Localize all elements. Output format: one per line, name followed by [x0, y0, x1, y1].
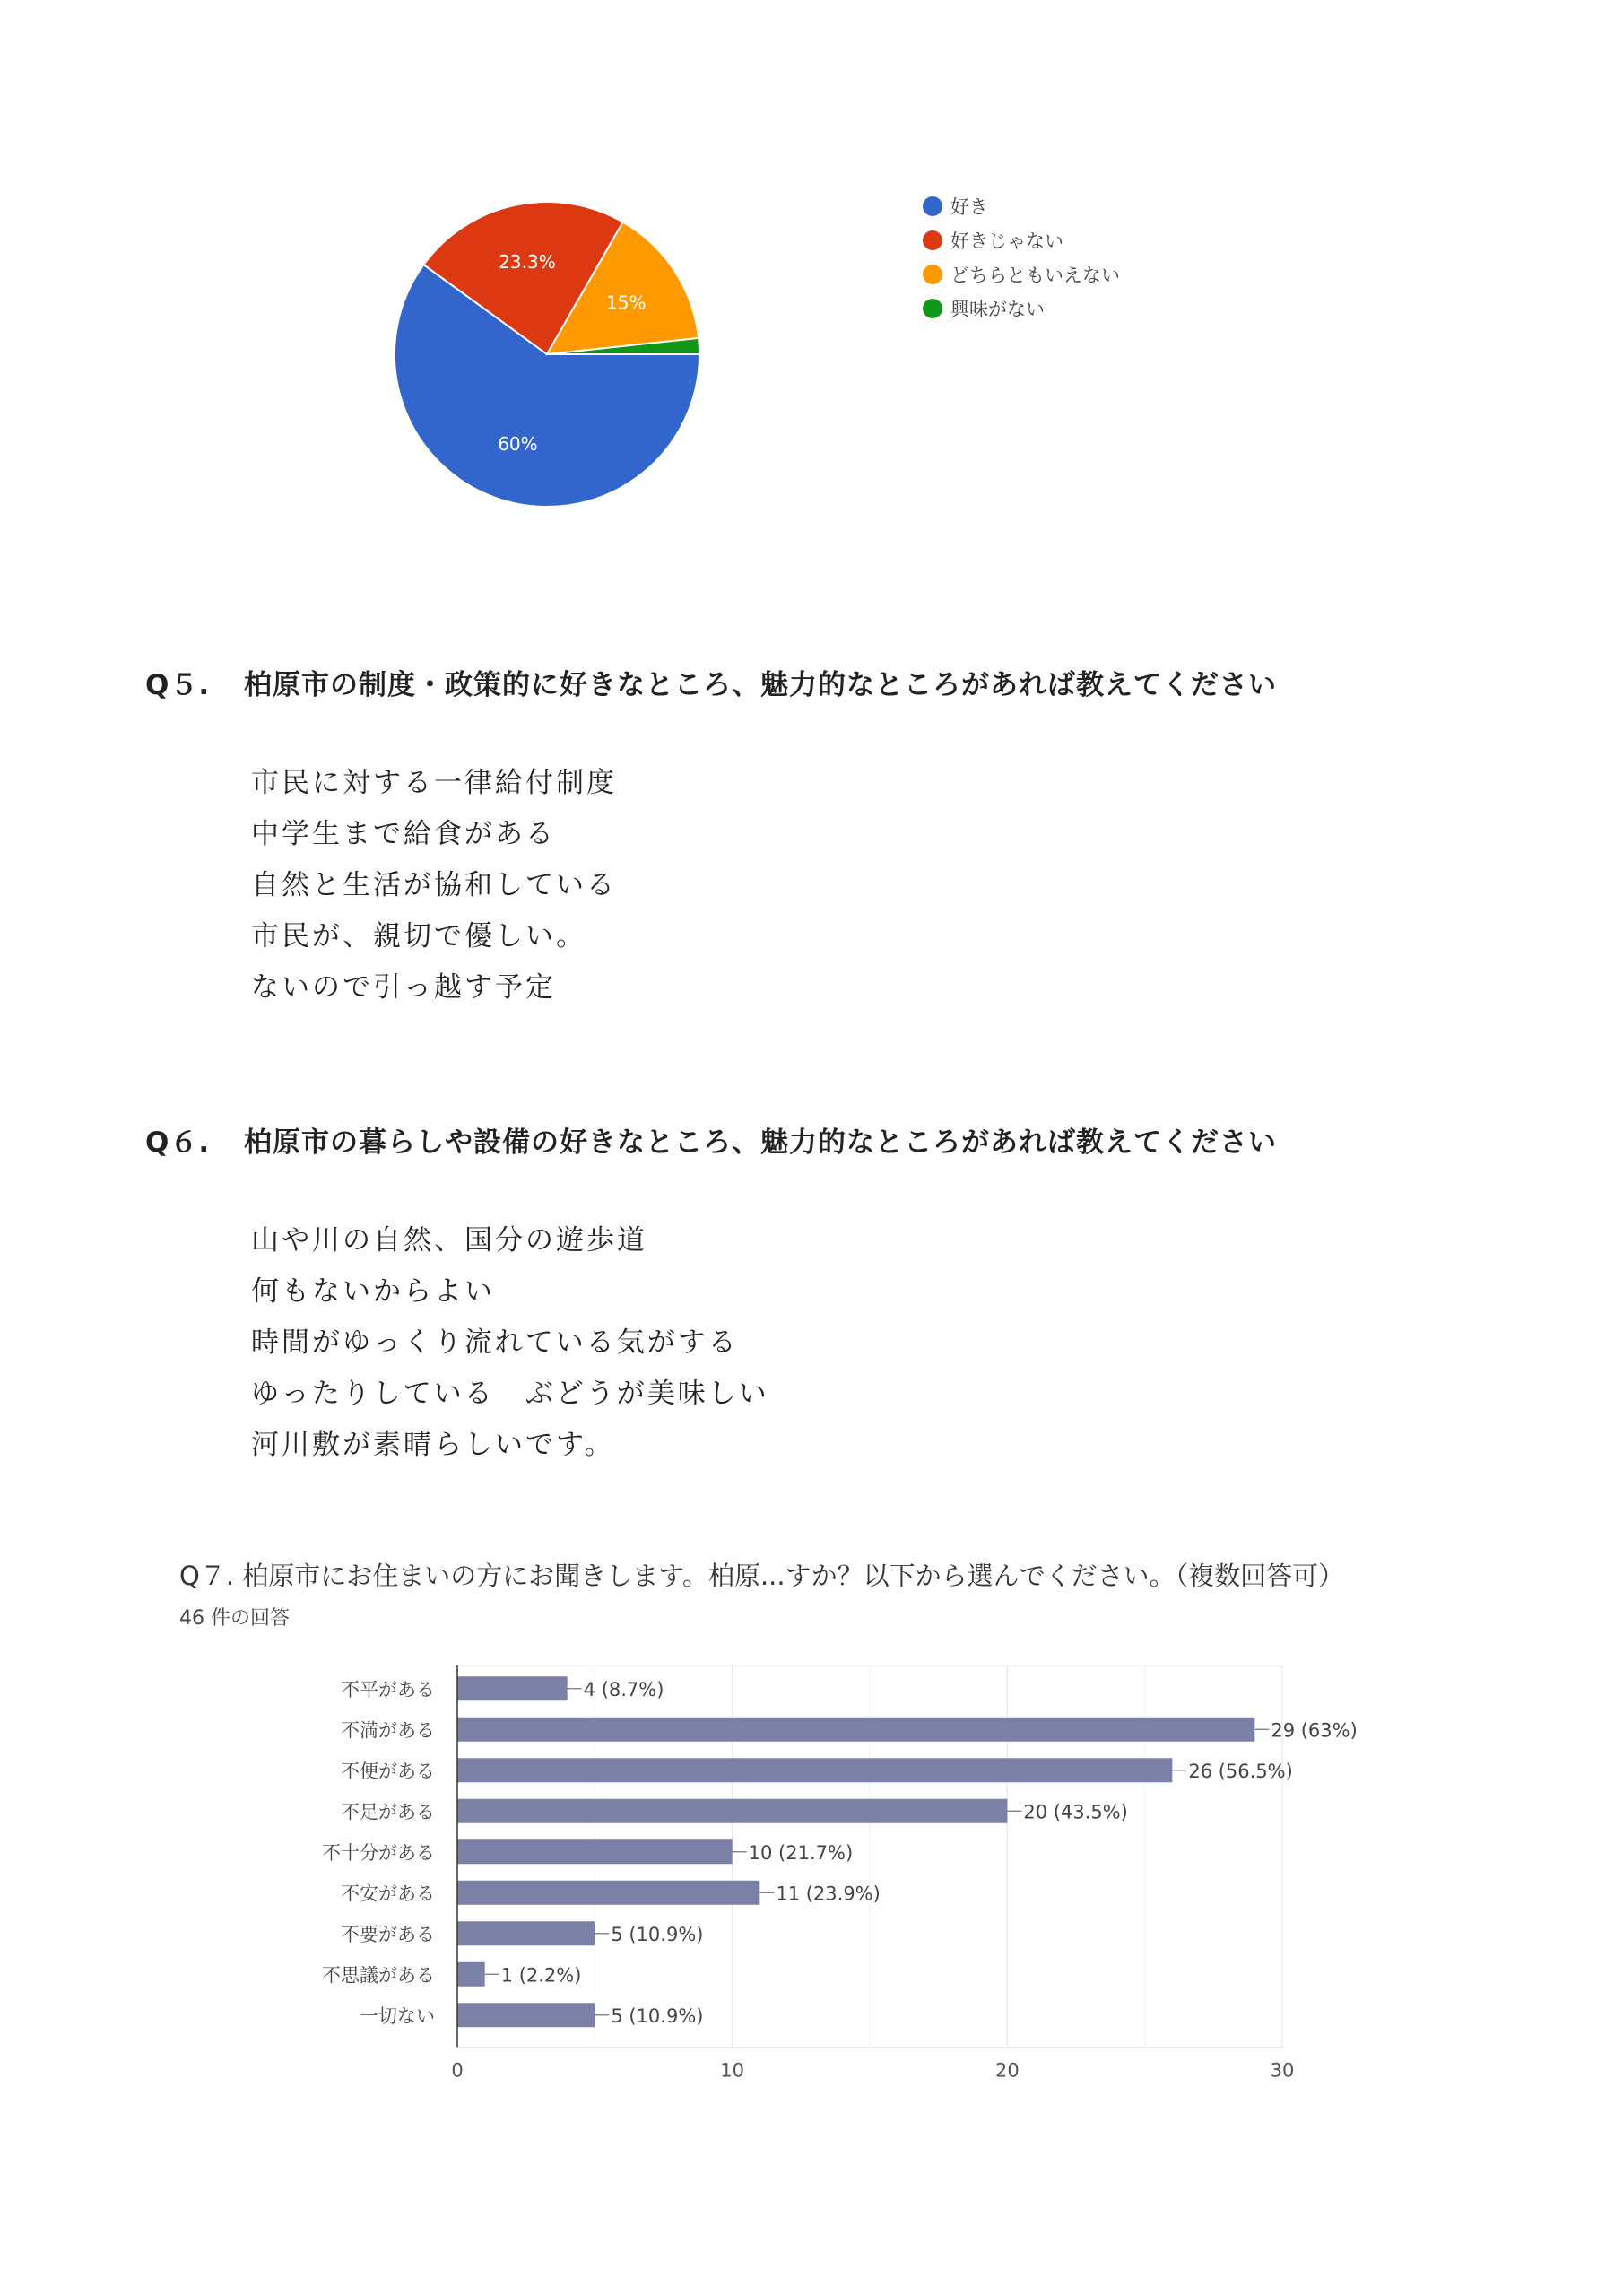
data-label: 1 (2.2%): [500, 1964, 582, 1987]
legend-swatch: [923, 196, 942, 216]
bar-chart: [0, 1650, 1623, 2081]
bar: [457, 1839, 733, 1864]
bar: [457, 1718, 1254, 1742]
category-label: 一切ない: [360, 2005, 435, 2027]
legend-label: 好きじゃない: [950, 230, 1063, 252]
q5-answer: 自然と生活が協和している: [251, 869, 617, 901]
legend-swatch: [923, 299, 942, 318]
q5-answer: 市民が、親切で優しい。: [251, 920, 586, 952]
q6-answer: 何もないからよい: [251, 1275, 495, 1308]
data-label: 29 (63%): [1271, 1719, 1358, 1742]
legend-swatch: [923, 265, 942, 284]
q5-title: 柏原市の制度・政策的に好きなところ、魅力的なところがあれば教えてください: [244, 669, 1277, 701]
q5-number: Q５.: [145, 669, 211, 701]
x-tick-label: 0: [451, 2059, 464, 2081]
data-label: 20 (43.5%): [1023, 1801, 1128, 1823]
data-label: 10 (21.7%): [748, 1841, 854, 1864]
data-label: 5 (10.9%): [611, 1923, 704, 1945]
category-label: 不十分がある: [322, 1841, 435, 1864]
bar: [457, 1676, 568, 1700]
q5-answer-list: [251, 758, 617, 1013]
pie-slice-label: 60%: [498, 433, 538, 456]
x-tick-label: 10: [720, 2059, 745, 2081]
category-label: 不平がある: [341, 1678, 435, 1700]
q6-heading: [145, 1119, 1277, 1160]
x-tick-label: 20: [994, 2059, 1020, 2081]
category-label: 不便がある: [341, 1760, 435, 1782]
q5-heading: [145, 662, 1277, 702]
x-tick-label: 30: [1270, 2059, 1295, 2081]
q7-title: Q７. 柏原市にお住まいの方にお聞きします。柏原...すか？以下から選んでください。（複数回答可）: [179, 1561, 1345, 1591]
q6-answer: ゆったりしている ぶどうが美味しい: [251, 1378, 769, 1410]
q7-response-count: 46 件の回答: [179, 1607, 290, 1630]
q6-answer: 山や川の自然、国分の遊歩道: [251, 1224, 647, 1257]
legend-label: 好き: [950, 196, 988, 218]
data-label: 4 (8.7%): [583, 1678, 664, 1700]
data-label: 26 (56.5%): [1188, 1760, 1293, 1782]
legend-label: どちらともいえない: [950, 265, 1120, 286]
category-label: 不要がある: [341, 1923, 435, 1945]
category-label: 不満がある: [341, 1719, 435, 1742]
q6-answer: 時間がゆっくり流れている気がする: [251, 1326, 739, 1359]
pie-slice-label: 15%: [606, 291, 647, 314]
data-label: 5 (10.9%): [611, 2005, 704, 2027]
bar: [457, 2003, 595, 2027]
bar: [457, 1799, 1007, 1823]
q6-answer: 河川敷が素晴らしいです。: [251, 1429, 615, 1461]
category-label: 不安がある: [341, 1883, 435, 1905]
q6-title: 柏原市の暮らしや設備の好きなところ、魅力的なところがあれば教えてください: [244, 1126, 1277, 1159]
category-label: 不足がある: [341, 1801, 435, 1823]
category-label: 不思議がある: [322, 1964, 435, 1987]
q6-number: Q６.: [145, 1126, 211, 1159]
bar: [457, 1881, 759, 1905]
pie-slice-label: 23.3%: [499, 250, 556, 273]
q5-answer: ないので引っ越す予定: [251, 971, 556, 1004]
q5-answer: 市民に対する一律給付制度: [251, 767, 617, 799]
legend-label: 興味がない: [950, 299, 1045, 320]
bar: [457, 1921, 595, 1945]
bar: [457, 1758, 1172, 1782]
q6-answer-list: [251, 1215, 769, 1471]
bar: [457, 1962, 485, 1987]
legend-swatch: [923, 230, 942, 250]
q5-answer: 中学生まで給食がある: [251, 818, 556, 850]
pie-chart: [0, 135, 1623, 547]
data-label: 11 (23.9%): [776, 1883, 881, 1905]
